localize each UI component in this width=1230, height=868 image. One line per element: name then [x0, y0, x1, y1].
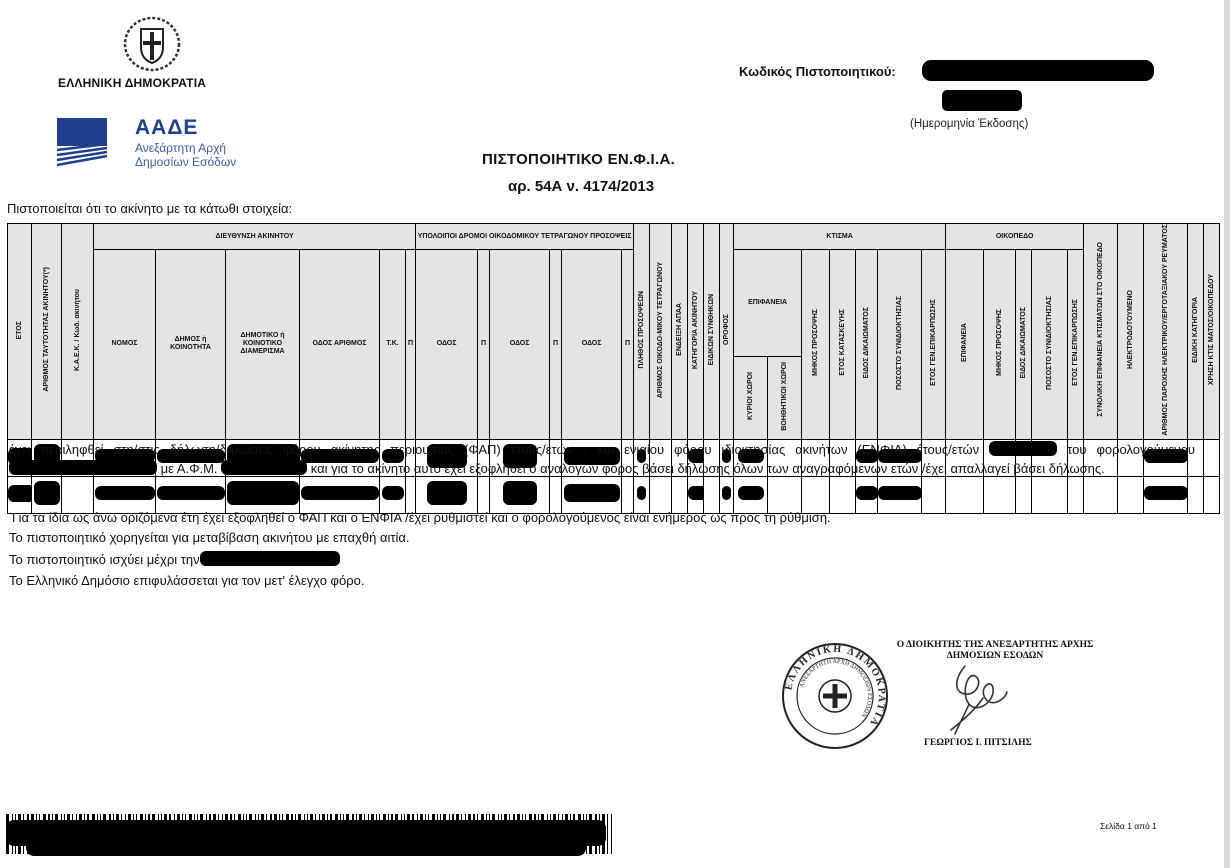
intro-text: Πιστοποιείται ότι το ακίνητο με τα κάτωθι στοιχεία: [7, 201, 293, 216]
table-row [8, 476, 1220, 513]
header-share: ΠΟΣΟΣΤΟ ΣΥΝΙΔΙΟΚΤΗΣΙΑΣ [878, 250, 922, 440]
settlement-line: Για τα ίδια ως άνω οριζόμενα έτη έχει εξοφληθεί ο ΦΑΠ και ο ΕΝΦΙΑ /έχει ρυθμιστεί και ο φορολογούμενος είναι ενήμερος ως προς τη ρύθμιση. [12, 510, 831, 525]
validity-text: Το πιστοποιητικό ισχύει μέχρι την [9, 552, 200, 567]
declaration-text-2: του [1067, 442, 1087, 457]
table-header-row-1 [8, 224, 1220, 250]
header-building-group: ΚΤΙΣΜΑ [734, 224, 946, 250]
page-edge [1224, 0, 1230, 868]
header-p-1: Π [406, 250, 416, 440]
header-frontages: ΠΛΗΘΟΣ ΠΡΟΣΟΨΕΩΝ [634, 224, 650, 440]
agency-name-line2: Δημοσίων Εσόδων [135, 155, 237, 169]
years-redaction [989, 441, 1057, 456]
header-main-spaces: ΚΥΡΙΟΙ ΧΩΡΟΙ [734, 356, 768, 439]
header-front-length: ΜΗΚΟΣ ΠΡΟΣΟΨΗΣ [802, 250, 830, 440]
agency-abbreviation: ΑΑΔΕ [135, 116, 199, 139]
header-area-group: ΕΠΙΦΑΝΕΙΑ [734, 250, 802, 357]
agency-name-line1: Ανεξάρτητη Αρχή [135, 141, 227, 155]
declaration-text-6: απαλλαγεί βάσει δήλωσης. [950, 461, 1105, 476]
validity-line [9, 551, 340, 567]
header-plot-group: ΟΙΚΟΠΕΔΟ [946, 224, 1084, 250]
declaration-text-5: και για το ακίνητο αυτό έχει εξοφληθεί ο αναλογών φόρος βάσει δήλωσης όλων των αναγραφόμενων ετών /έχει [310, 461, 947, 476]
taxpayer-redaction [9, 460, 157, 475]
issue-date-label: (Ημερομηνία Έκδοσης) [910, 118, 1029, 130]
header-special-category: ΕΙΔΙΚΗ ΚΑΤΗΓΟΡΙΑ [1188, 224, 1204, 440]
barcode-bar [611, 814, 612, 854]
header-right-type: ΕΙΔΟΣ ΔΙΚΑΙΩΜΑΤΟΣ [856, 250, 878, 440]
header-year: ΕΤΟΣ [8, 224, 32, 440]
header-street-number: ΟΔΟΣ ΑΡΙΘΜΟΣ [300, 250, 380, 440]
header-street-2: ΟΔΟΣ [490, 250, 550, 440]
header-p-4: Π [622, 250, 634, 440]
header-supply-number: ΑΡΙΘΜΟΣ ΠΑΡΟΧΗΣ ΗΛΕΚΤΡΙΚΟΥ/ΕΡΓΟΤΑΞΙΑΚΟΥ ΡΕΥΜΑΤΟΣ [1144, 224, 1188, 440]
header-electrified: ΗΛΕΚΤΡΟΔΟΤΟΥΜΕΝΟ [1118, 224, 1144, 440]
header-total-area: ΣΥΝΟΛΙΚΗ ΕΠΙΦΑΝΕΙΑ ΚΤΙΣΜΑΤΩΝ ΣΤΟ ΟΙΚΟΠΕΔΟ [1084, 224, 1118, 440]
certificate-code-label: Κωδικός Πιστοποιητικού: [739, 64, 896, 79]
header-plot-exploitation-year: ΕΤΟΣ ΓΕΝ.ΕΠΙΚΑΡΠΩΣΗΣ [1068, 250, 1084, 440]
svg-text:ΕΛΛΗΝΙΚΗ ΔΗΜΟΚΡΑΤΙΑ: ΕΛΛΗΝΙΚΗ ΔΗΜΟΚΡΑΤΙΑ [783, 643, 888, 729]
signatory-title-line1: Ο ΔΙΟΙΚΗΤΗΣ ΤΗΣ ΑΝΕΞΑΡΤΗΤΗΣ ΑΡΧΗΣ [896, 640, 1094, 650]
document-title: ΠΙΣΤΟΠΟΙΗΤΙΚΟ ΕΝ.Φ.Ι.Α. [482, 151, 676, 168]
official-stamp-icon [779, 640, 891, 752]
header-plot-area: ΕΠΙΦΑΝΕΙΑ [946, 250, 984, 440]
transfer-line: Το πιστοποιητικό χορηγείται για μεταβίβαση ακινήτου με επαχθή αιτία. [9, 530, 410, 545]
header-street-3: ΟΔΟΣ [562, 250, 622, 440]
header-address-group: ΔΙΕΥΘΥΝΣΗ ΑΚΙΝΗΤΟΥ [94, 224, 416, 250]
declaration-text-3: φορολογούμενου [1096, 442, 1195, 457]
header-floor: ΟΡΟΦΟΣ [720, 224, 734, 440]
header-plot-share: ΠΟΣΟΣΤΟ ΣΥΝΙΔΙΟΚΤΗΣΙΑΣ [1032, 250, 1068, 440]
country-name: ΕΛΛΗΝΙΚΗ ΔΗΜΟΚΡΑΤΙΑ [58, 76, 207, 90]
header-district: ΔΗΜΟΤΙΚΟ ή ΚΟΙΝΟΤΙΚΟ ΔΙΑΜΕΡΙΣΜΑ [226, 250, 300, 440]
header-municipality: ΔΗΜΟΣ ή ΚΟΙΝΟΤΗΤΑ [156, 250, 226, 440]
validity-date-redaction [200, 551, 340, 566]
barcode-bar [607, 814, 608, 854]
header-use: ΧΡΗΣΗ ΚΤΙΣ ΜΑΤΟΣ/ΟΙΚΟΠΕΔΟΥ [1204, 224, 1220, 440]
svg-text:ΑΝΕΞΑΡΤΗΤΗ ΑΡΧΗ ΔΗΜΟΣΙΩΝ ΕΣΟΔΩ: ΑΝΕΞΑΡΤΗΤΗ ΑΡΧΗ ΔΗΜΟΣΙΩΝ ΕΣΟΔΩΝ [799, 658, 873, 718]
header-street-1: ΟΔΟΣ [416, 250, 478, 440]
header-postcode: Τ.Κ. [380, 250, 406, 440]
barcode-icon [6, 808, 618, 860]
header-property-id: ΑΡΙΘΜΟΣ ΤΑΥΤΟΤΗΤΑΣ ΑΚΙΝΗΤΟΥ(*) [32, 224, 62, 440]
header-exploitation-year: ΕΤΟΣ ΓΕΝ.ΕΠΙΚΑΡΠΩΣΗΣ [922, 250, 946, 440]
header-prefecture: ΝΟΜΟΣ [94, 250, 156, 440]
signatory-title-line2: ΔΗΜΟΣΙΩΝ ΕΣΟΔΩΝ [946, 651, 1044, 661]
declaration-text-4: με Α.Φ.Μ. [160, 461, 218, 476]
header-construction-year: ΕΤΟΣ ΚΑΤΑΣΚΕΥΗΣ [830, 250, 856, 440]
law-reference: αρ. 54Α ν. 4174/2013 [508, 178, 655, 195]
agency-name [135, 141, 236, 169]
header-kaek: Κ.Α.Ε.Κ. / Κωδ. ακινήτου [62, 224, 94, 440]
header-plot-front-length: ΜΗΚΟΣ ΠΡΟΣΟΨΗΣ [984, 250, 1016, 440]
handwritten-signature [935, 658, 1025, 738]
header-p-3: Π [550, 250, 562, 440]
declaration-paragraph [9, 440, 1195, 478]
certificate-code-redaction [922, 60, 1154, 81]
header-category: ΚΑΤΗΓΟΡΙΑ ΑΚΙΝΗΤΟΥ [688, 224, 704, 440]
issue-date-redaction [942, 90, 1022, 111]
aade-logo-icon [55, 116, 109, 168]
table-header-row-2 [8, 250, 1220, 357]
reservation-line: Το Ελληνικό Δημόσιο επιφυλάσσεται για τον μετ' έλεγχο φόρο. [9, 573, 365, 588]
header-special-conditions: ΕΙΔΙΚΩΝ ΣΥΝΘΗΚΩΝ [704, 224, 720, 440]
declaration-text-1: έχει περιληφθεί στη/στις δήλωση/δηλώσεις φόρου ακίνητης περιουσίας (ΦΑΠ) έτους/ετών - και ενιαίου φόρου ιδιοκτησίας ακινήτων (ΕΝΦΙΑ) έτους/ετών [9, 442, 980, 457]
header-apaa: ΕΝΔΕΙΞΗ ΑΠΑΑ [672, 224, 688, 440]
header-aux-spaces: ΒΟΗΘΗΤΙΚΟΙ ΧΩΡΟΙ [768, 356, 802, 439]
signatory-name: ΓΕΩΡΓΙΟΣ Ι. ΠΙΤΣΙΛΗΣ [924, 738, 1032, 748]
greek-emblem-icon [120, 15, 184, 73]
page-number: Σελίδα 1 από 1 [1100, 821, 1157, 831]
header-block-number: ΑΡΙΘΜΟΣ ΟΙΚΟΔΟ-ΜΙΚΟΥ ΤΕΤΡΑΓΩΝΟΥ [650, 224, 672, 440]
header-plot-right-type: ΕΙΔΟΣ ΔΙΚΑΙΩΜΑΤΟΣ [1016, 250, 1032, 440]
afm-redaction [221, 460, 307, 475]
header-p-2: Π [478, 250, 490, 440]
header-other-streets-group: ΥΠΟΛΟΙΠΟΙ ΔΡΟΜΟΙ ΟΙΚΟΔΟΜΙΚΟΥ ΤΕΤΡΑΓΩΝΟΥ ΠΡΟΣΟΨΕΙΣ [416, 224, 634, 250]
